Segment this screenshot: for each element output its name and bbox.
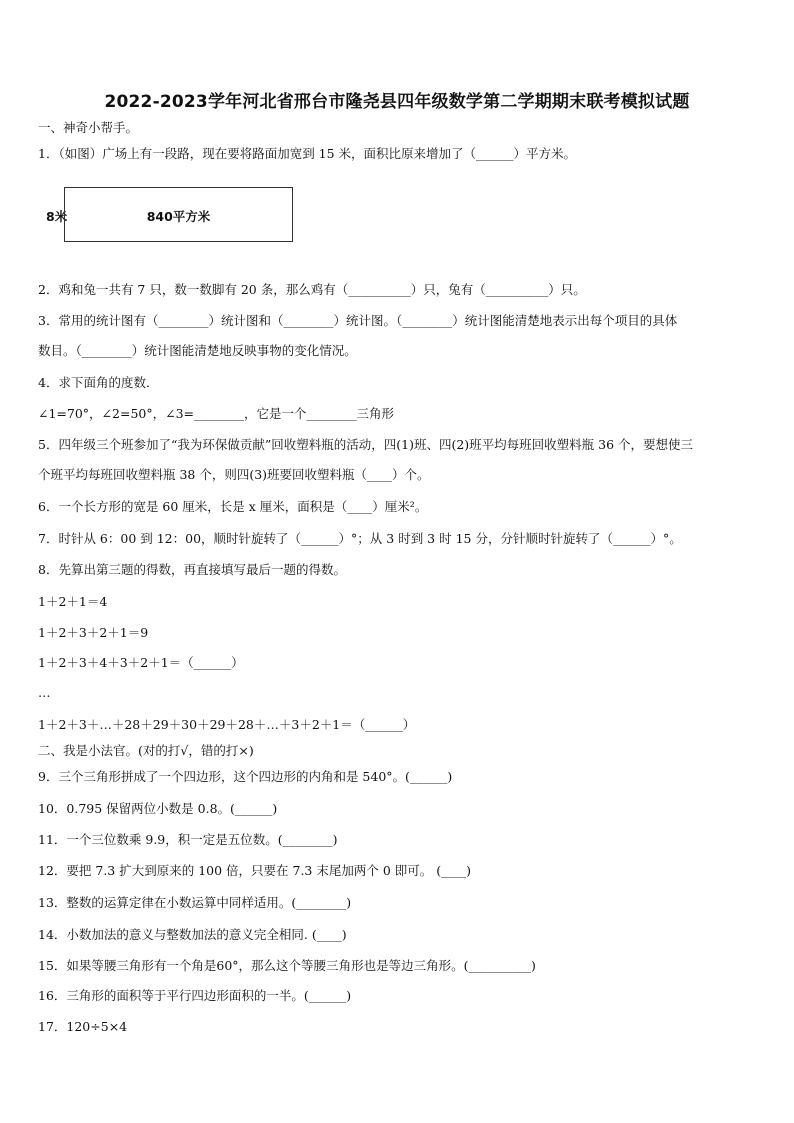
question-1: 1．（如图）广场上有一段路，现在要将路面加宽到 15 米，面积比原来增加了（______）平方米。 (38, 146, 577, 161)
question-2: 2．鸡和兔一共有 7 只，数一数脚有 20 条，那么鸡有（__________）只，兔有（__________）只。 (38, 282, 586, 297)
question-8-equation-1: 1＋2＋1＝4 (38, 594, 108, 609)
question-3-line-1: 3．常用的统计图有（________）统计图和（________）统计图。（________）统计图能清楚地表示出每个项目的具体 (38, 313, 678, 328)
question-16: 16．三角形的面积等于平行四边形面积的一半。(______) (38, 988, 352, 1003)
question-10: 10．0.795 保留两位小数是 0.8。(______) (38, 801, 278, 816)
section-heading-2: 二、我是小法官。(对的打√，错的打×) (38, 743, 254, 758)
question-11: 11．一个三位数乘 9.9，积一定是五位数。(________) (38, 832, 338, 847)
section-heading-1: 一、神奇小帮手。 (38, 120, 139, 135)
question-8-equation-4: 1＋2＋3＋…＋28＋29＋30＋29＋28＋…＋3＋2＋1＝（______） (38, 717, 416, 732)
question-17: 17．120÷5×4 (38, 1019, 128, 1034)
question-5-line-2: 个班平均每班回收塑料瓶 38 个，则四(3)班要回收塑料瓶（____）个。 (38, 467, 430, 482)
question-7: 7．时针从 6：00 到 12：00，顺时针旋转了（______）°；从 3 时到 3 时 15 分，分针顺时针旋转了（______）°。 (38, 531, 682, 546)
question-3-line-2: 数目。（________）统计图能清楚地反映事物的变化情况。 (38, 343, 357, 358)
question-13: 13．整数的运算定律在小数运算中同样适用。(________) (38, 895, 352, 910)
question-4-line-1: 4．求下面角的度数． (38, 375, 159, 390)
question-14: 14．小数加法的意义与整数加法的意义完全相同. (____) (38, 927, 347, 942)
page-title: 2022-2023学年河北省邢台市隆尧县四年级数学第二学期期末联考模拟试题 (104, 92, 690, 112)
question-8: 8．先算出第三题的得数，再直接填写最后一题的得数。 (38, 562, 346, 577)
question-12: 12．要把 7.3 扩大到原来的 100 倍，只要在 7.3 末尾加两个 0 即可。 (____) (38, 863, 471, 878)
figure-area-label: 840平方米 (146, 209, 211, 224)
question-8-ellipsis: … (38, 685, 51, 700)
question-8-equation-2: 1＋2＋3＋2＋1＝9 (38, 625, 149, 640)
road-rectangle-figure (64, 187, 293, 242)
question-6: 6．一个长方形的宽是 60 厘米，长是 x 厘米，面积是（____）厘米²。 (38, 499, 428, 514)
question-8-equation-3: 1＋2＋3＋4＋3＋2＋1＝（______） (38, 655, 244, 670)
question-15: 15．如果等腰三角形有一个角是60°，那么这个等腰三角形也是等边三角形。(__________) (38, 958, 536, 973)
figure-width-label: 8米 (46, 209, 68, 224)
question-9: 9．三个三角形拼成了一个四边形，这个四边形的内角和是 540°。(______) (38, 769, 453, 784)
question-4-line-2: ∠1=70°，∠2=50°，∠3=________，它是一个________三角形 (38, 406, 395, 421)
question-5-line-1: 5．四年级三个班参加了“我为环保做贡献”回收塑料瓶的活动，四(1)班、四(2)班平均每班回收塑料瓶 36 个，要想使三 (38, 437, 694, 452)
